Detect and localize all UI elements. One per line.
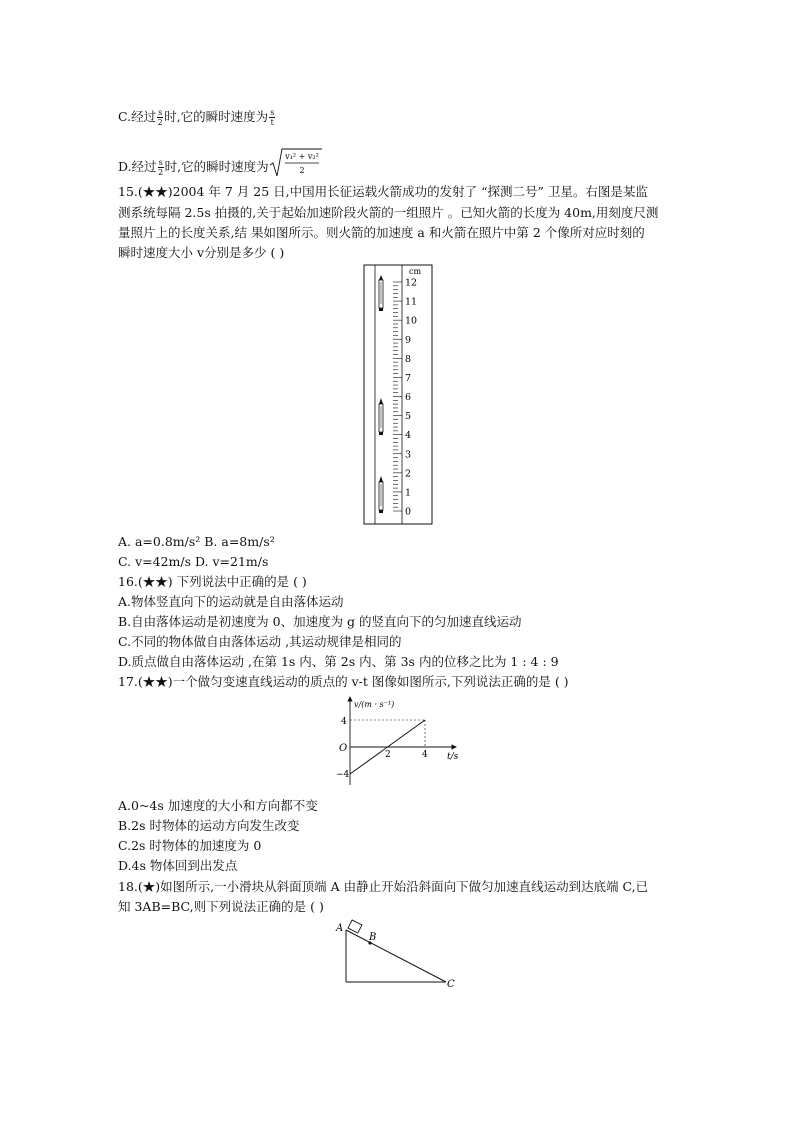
vt-graph-figure [330, 693, 470, 791]
rocket-ruler-figure [363, 264, 433, 526]
ruler-label: 7 [405, 372, 412, 384]
incline-slope [346, 930, 446, 982]
ruler-label: 9 [405, 334, 412, 346]
q15-options-ab: A. a=0.8m/s² B. a=8m/s² [118, 534, 275, 549]
rocket-image-1 [379, 476, 383, 513]
v-tick-neg4: −4 [336, 770, 350, 780]
incline-figure [334, 918, 464, 990]
t-tick-4: 4 [422, 750, 428, 760]
q14-sqrt-numerator: v₁² + v₂² [284, 152, 319, 161]
q18-line-1: 18.(★)如图所示,一小滑块从斜面顶端 A 由静止开始沿斜面向下做匀加速直线运动到达底端 C,已 [118, 879, 649, 894]
label-b: B [369, 932, 377, 943]
q14-sqrt-denominator: 2 [299, 166, 305, 175]
q14-option-c [118, 108, 276, 127]
q15-line-1: 15.(★★)2004 年 7 月 25 日,中国用长征运载火箭成功的发射了 “探测二号” 卫星。右图是某监 [118, 184, 648, 199]
q14-option-d-sqrt [269, 148, 323, 187]
q16-option-a: A.物体竖直向下的运动就是自由落体运动 [118, 594, 344, 609]
t-tick-2: 2 [385, 750, 391, 760]
t-axis-label: t/s [447, 752, 459, 762]
q15-line-2: 测系统每隔 2.5s 拍摄的,关于起始加速阶段火箭的一组照片 。已知火箭的长度为 40m,用刻度尺测 [118, 205, 659, 220]
v-axis-label: v/(m · s⁻¹) [354, 700, 395, 709]
ruler-label: 6 [405, 392, 412, 403]
q17-option-d: D.4s 物体回到出发点 [118, 858, 238, 873]
ruler-label: 2 [405, 468, 412, 480]
label-a: A [336, 923, 344, 934]
q15-line-3: 量照片上的长度关系,结 果如图所示。则火箭的加速度 a 和火箭在照片中第 2 个像所对应时刻的 [118, 225, 645, 240]
q16-option-c: C.不同的物体做自由落体运动 ,其运动规律是相同的 [118, 634, 402, 649]
q16-option-b: B.自由落体运动是初速度为 0、加速度为 g 的竖直向下的匀加速直线运动 [118, 614, 522, 629]
q14-option-c-fraction-st: $\frac{s}{t}$ [270, 108, 275, 127]
q14-option-c-middle: 时,它的瞬时速度为 [164, 109, 269, 124]
ruler-label: 1 [405, 487, 412, 499]
q16-stem: 16.(★★) 下列说法中正确的是 ( ) [118, 574, 307, 589]
q15-line-4: 瞬时速度大小 v分别是多少 ( ) [118, 245, 285, 260]
ruler-label: 5 [405, 411, 412, 423]
q17-option-b: B.2s 时物体的运动方向发生改变 [118, 818, 300, 833]
q15-options-cd: C. v=42m/s D. v=21m/s [118, 554, 269, 569]
q14-option-d-middle: 时,它的瞬时速度为 [164, 159, 269, 174]
q14-option-d-prefix: D.经过 [118, 159, 157, 174]
sqrt-sign-icon [269, 148, 323, 178]
ruler-label: 8 [405, 353, 412, 365]
ruler-label: 12 [405, 277, 418, 289]
ruler-label: 3 [405, 449, 412, 461]
q14-option-d [118, 148, 323, 187]
ruler-unit-label: cm [409, 267, 422, 276]
rocket-image-2 [379, 398, 383, 435]
q17-stem: 17.(★★)一个做匀变速直线运动的质点的 v-t 图像如图所示,下列说法正确的是 ( ) [118, 674, 569, 689]
q14-option-c-prefix: C.经过 [118, 109, 157, 124]
v-tick-4: 4 [341, 717, 347, 727]
q16-option-d: D.质点做自由落体运动 ,在第 1s 内、第 2s 内、第 3s 内的位移之比为 1 : 4 : 9 [118, 654, 559, 669]
origin-label: O [339, 743, 348, 754]
ruler-label: 4 [405, 430, 412, 442]
ruler-label: 10 [405, 315, 418, 327]
q17-option-a: A.0~4s 加速度的大小和方向都不变 [118, 798, 318, 813]
q14-option-c-fraction-s2: $\frac{s}{2}$ [157, 108, 163, 127]
label-c: C [447, 979, 455, 990]
ruler-label: 0 [405, 506, 412, 518]
q18-line-2: 知 3AB=BC,则下列说法正确的是 ( ) [118, 899, 324, 914]
slider-block [348, 920, 362, 933]
ruler-label: 11 [405, 296, 418, 308]
q14-option-d-fraction-s2: $\frac{s}{2}$ [158, 158, 164, 177]
rocket-image-3 [379, 275, 383, 311]
q17-option-c: C.2s 时物体的加速度为 0 [118, 838, 262, 853]
